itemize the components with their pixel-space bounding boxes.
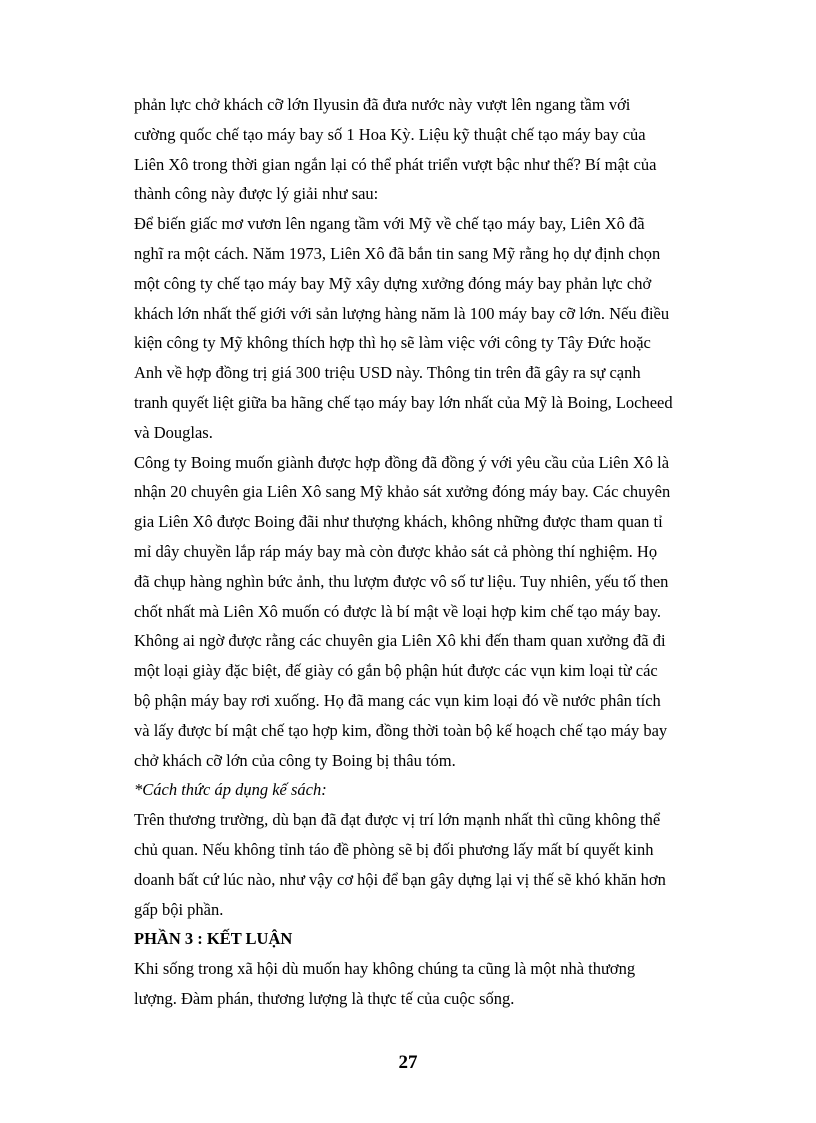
paragraph-strategy: [134, 209, 718, 447]
text-line: Liên Xô trong thời gian ngắn lại có thể phát triển vượt bậc như thế? Bí mật của: [134, 154, 657, 174]
text-line: đã chụp hàng nghìn bức ảnh, thu lượm được vô số tư liệu. Tuy nhiên, yếu tố then: [134, 571, 669, 591]
paragraph-conclusion: [134, 954, 718, 1014]
text-line: bộ phận máy bay rơi xuống. Họ đã mang các vụn kim loại đó về nước phân tích: [134, 690, 661, 710]
text-line: Khi sống trong xã hội dù muốn hay không chúng ta cũng là một nhà thương: [134, 959, 636, 979]
text-line: cường quốc chế tạo máy bay số 1 Hoa Kỳ. Liệu kỹ thuật chế tạo máy bay của: [134, 124, 646, 144]
page-number: 27: [398, 1052, 418, 1073]
text-line: Để biến giấc mơ vươn lên ngang tầm với Mỹ về chế tạo máy bay, Liên Xô đã: [134, 214, 645, 234]
paragraph-intro: [134, 90, 718, 209]
paragraph-boing: [134, 448, 718, 776]
text-line: và Douglas.: [134, 422, 213, 442]
text-line: chở khách cỡ lớn của công ty Boing bị thâu tóm.: [134, 750, 456, 770]
text-line: chốt nhất mà Liên Xô muốn có được là bí mật về loại hợp kim chế tạo máy bay.: [134, 601, 662, 621]
text-line: một loại giày đặc biệt, đế giày có gắn bộ phận hút được các vụn kim loại từ các: [134, 661, 658, 681]
text-line: và lấy được bí mật chế tạo hợp kim, đồng thời toàn bộ kế hoạch chế tạo máy bay: [134, 720, 668, 740]
text-line: gia Liên Xô được Boing đãi như thượng khách, không những được tham quan tỉ: [134, 512, 663, 532]
text-line: khách lớn nhất thế giới với sản lượng hàng năm là 100 máy bay cỡ lớn. Nếu điều: [134, 303, 670, 323]
text-line: Anh về hợp đồng trị giá 300 triệu USD này. Thông tin trên đã gây ra sự cạnh: [134, 363, 641, 383]
text-line: một công ty chế tạo máy bay Mỹ xây dựng xưởng đóng máy bay phản lực chở: [134, 273, 652, 293]
text-line: tranh quyết liệt giữa ba hãng chế tạo máy bay lớn nhất của Mỹ là Boing, Locheed: [134, 392, 673, 412]
page-body: [134, 90, 718, 1014]
paragraph-application: [134, 805, 718, 924]
section-heading-conclusion: PHẦN 3 : KẾT LUẬN: [134, 929, 293, 949]
text-line: Công ty Boing muốn giành được hợp đồng đã đồng ý với yêu cầu của Liên Xô là: [134, 452, 670, 472]
text-line: chủ quan. Nếu không tỉnh táo đề phòng sẽ bị đối phương lấy mất bí quyết kinh: [134, 839, 654, 859]
text-line: kiện công ty Mỹ không thích hợp thì họ sẽ làm việc với công ty Tây Đức hoặc: [134, 333, 651, 353]
text-line: Không ai ngờ được rằng các chuyên gia Liên Xô khi đến tham quan xưởng đã đi: [134, 631, 666, 651]
text-line: doanh bất cứ lúc nào, như vậy cơ hội để bạn gây dựng lại vị thế sẽ khó khăn hơn: [134, 869, 666, 889]
text-line: lượng. Đàm phán, thương lượng là thực tế của cuộc sống.: [134, 988, 515, 1008]
text-line: phản lực chở khách cỡ lớn Ilyusin đã đưa nước này vượt lên ngang tầm với: [134, 95, 631, 114]
text-line: nhận 20 chuyên gia Liên Xô sang Mỹ khảo sát xưởng đóng máy bay. Các chuyên: [134, 482, 671, 502]
subheading-application: *Cách thức áp dụng kế sách:: [134, 780, 327, 800]
text-line: gấp bội phần.: [134, 899, 224, 919]
text-line: thành công này được lý giải như sau:: [134, 184, 379, 204]
text-line: nghĩ ra một cách. Năm 1973, Liên Xô đã bắn tin sang Mỹ rằng họ dự định chọn: [134, 243, 661, 263]
text-line: Trên thương trường, dù bạn đã đạt được vị trí lớn mạnh nhất thì cũng không thể: [134, 810, 661, 830]
text-line: mỉ dây chuyền lắp ráp máy bay mà còn được khảo sát cả phòng thí nghiệm. Họ: [134, 541, 658, 561]
